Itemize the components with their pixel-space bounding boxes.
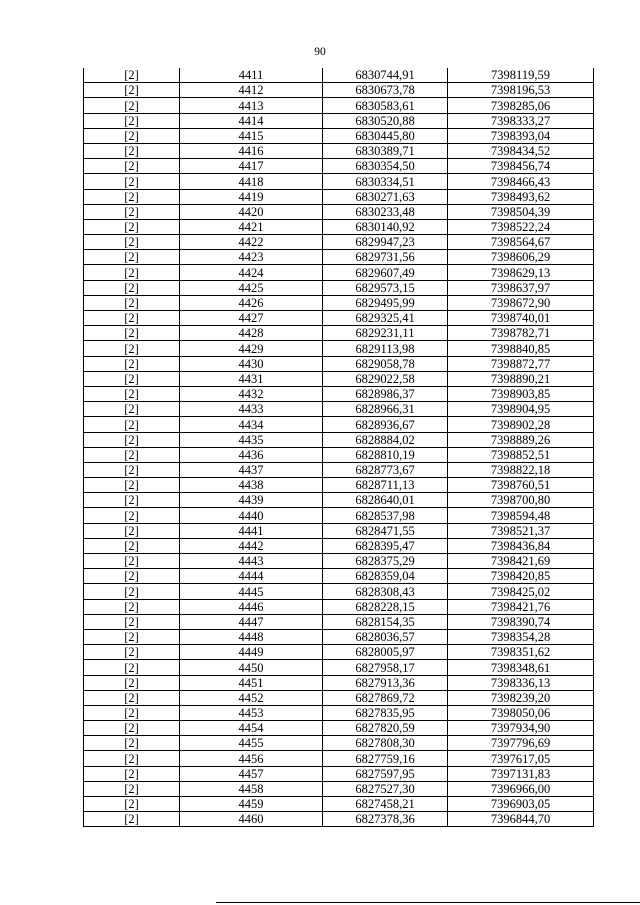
y-coordinate-cell: 7398434,52	[448, 143, 594, 158]
table-row	[84, 812, 594, 827]
x-coordinate-cell: 6827958,17	[323, 660, 448, 675]
table-row	[84, 128, 594, 143]
source-ref-cell: [2]	[84, 265, 180, 280]
source-ref-cell: [2]	[84, 462, 180, 477]
x-coordinate-cell: 6828308,43	[323, 584, 448, 599]
y-coordinate-cell: 7398594,48	[448, 508, 594, 523]
point-number-cell: 4454	[180, 721, 323, 736]
y-coordinate-cell: 7398852,51	[448, 447, 594, 462]
point-number-cell: 4441	[180, 523, 323, 538]
x-coordinate-cell: 6830520,88	[323, 113, 448, 128]
table-row	[84, 569, 594, 584]
y-coordinate-cell: 7398760,51	[448, 478, 594, 493]
y-coordinate-cell: 7398351,62	[448, 645, 594, 660]
y-coordinate-cell: 7398425,02	[448, 584, 594, 599]
point-number-cell: 4443	[180, 554, 323, 569]
source-ref-cell: [2]	[84, 538, 180, 553]
table-row	[84, 280, 594, 295]
source-ref-cell: [2]	[84, 629, 180, 644]
y-coordinate-cell: 7398336,13	[448, 675, 594, 690]
y-coordinate-cell: 7398564,67	[448, 235, 594, 250]
point-number-cell: 4452	[180, 690, 323, 705]
table-row	[84, 98, 594, 113]
x-coordinate-cell: 6830445,80	[323, 128, 448, 143]
x-coordinate-cell: 6829607,49	[323, 265, 448, 280]
y-coordinate-cell: 7398672,90	[448, 295, 594, 310]
source-ref-cell: [2]	[84, 432, 180, 447]
y-coordinate-cell: 7398493,62	[448, 189, 594, 204]
x-coordinate-cell: 6828005,97	[323, 645, 448, 660]
x-coordinate-cell: 6828773,67	[323, 462, 448, 477]
table-row	[84, 751, 594, 766]
table-row	[84, 113, 594, 128]
source-ref-cell: [2]	[84, 98, 180, 113]
source-ref-cell: [2]	[84, 645, 180, 660]
table-row	[84, 432, 594, 447]
source-ref-cell: [2]	[84, 356, 180, 371]
point-number-cell: 4448	[180, 629, 323, 644]
point-number-cell: 4435	[180, 432, 323, 447]
y-coordinate-cell: 7398456,74	[448, 159, 594, 174]
table-row	[84, 204, 594, 219]
point-number-cell: 4456	[180, 751, 323, 766]
y-coordinate-cell: 7398050,06	[448, 705, 594, 720]
source-ref-cell: [2]	[84, 797, 180, 812]
table-row	[84, 295, 594, 310]
x-coordinate-cell: 6829947,23	[323, 235, 448, 250]
table-row	[84, 493, 594, 508]
x-coordinate-cell: 6830334,51	[323, 174, 448, 189]
x-coordinate-cell: 6828154,35	[323, 614, 448, 629]
coordinates-table	[83, 68, 594, 827]
x-coordinate-cell: 6827913,36	[323, 675, 448, 690]
table-row	[84, 736, 594, 751]
source-ref-cell: [2]	[84, 766, 180, 781]
source-ref-cell: [2]	[84, 751, 180, 766]
table-row	[84, 447, 594, 462]
source-ref-cell: [2]	[84, 812, 180, 827]
y-coordinate-cell: 7397131,83	[448, 766, 594, 781]
x-coordinate-cell: 6830583,61	[323, 98, 448, 113]
source-ref-cell: [2]	[84, 128, 180, 143]
y-coordinate-cell: 7398504,39	[448, 204, 594, 219]
table-row	[84, 614, 594, 629]
x-coordinate-cell: 6827835,95	[323, 705, 448, 720]
table-row	[84, 690, 594, 705]
y-coordinate-cell: 7398700,80	[448, 493, 594, 508]
x-coordinate-cell: 6827458,21	[323, 797, 448, 812]
table-row	[84, 189, 594, 204]
y-coordinate-cell: 7398421,69	[448, 554, 594, 569]
table-row	[84, 645, 594, 660]
point-number-cell: 4427	[180, 311, 323, 326]
source-ref-cell: [2]	[84, 250, 180, 265]
source-ref-cell: [2]	[84, 569, 180, 584]
x-coordinate-cell: 6830271,63	[323, 189, 448, 204]
source-ref-cell: [2]	[84, 371, 180, 386]
source-ref-cell: [2]	[84, 311, 180, 326]
source-ref-cell: [2]	[84, 523, 180, 538]
table-row	[84, 402, 594, 417]
x-coordinate-cell: 6828359,04	[323, 569, 448, 584]
table-row	[84, 83, 594, 98]
y-coordinate-cell: 7398354,28	[448, 629, 594, 644]
source-ref-cell: [2]	[84, 280, 180, 295]
source-ref-cell: [2]	[84, 159, 180, 174]
table-row	[84, 311, 594, 326]
source-ref-cell: [2]	[84, 478, 180, 493]
x-coordinate-cell: 6829113,98	[323, 341, 448, 356]
source-ref-cell: [2]	[84, 386, 180, 401]
point-number-cell: 4447	[180, 614, 323, 629]
source-ref-cell: [2]	[84, 143, 180, 158]
table-row	[84, 417, 594, 432]
y-coordinate-cell: 7397796,69	[448, 736, 594, 751]
source-ref-cell: [2]	[84, 508, 180, 523]
source-ref-cell: [2]	[84, 447, 180, 462]
y-coordinate-cell: 7398521,37	[448, 523, 594, 538]
y-coordinate-cell: 7398903,85	[448, 386, 594, 401]
source-ref-cell: [2]	[84, 705, 180, 720]
x-coordinate-cell: 6827820,59	[323, 721, 448, 736]
x-coordinate-cell: 6828936,67	[323, 417, 448, 432]
y-coordinate-cell: 7398840,85	[448, 341, 594, 356]
y-coordinate-cell: 7398393,04	[448, 128, 594, 143]
point-number-cell: 4440	[180, 508, 323, 523]
point-number-cell: 4414	[180, 113, 323, 128]
table-row	[84, 660, 594, 675]
source-ref-cell: [2]	[84, 83, 180, 98]
table-row	[84, 629, 594, 644]
table-row	[84, 538, 594, 553]
source-ref-cell: [2]	[84, 402, 180, 417]
footer-rule	[216, 902, 640, 903]
table-row	[84, 341, 594, 356]
point-number-cell: 4446	[180, 599, 323, 614]
table-row	[84, 462, 594, 477]
x-coordinate-cell: 6827759,16	[323, 751, 448, 766]
y-coordinate-cell: 7398348,61	[448, 660, 594, 675]
point-number-cell: 4416	[180, 143, 323, 158]
table-row	[84, 235, 594, 250]
table-row	[84, 675, 594, 690]
table-row	[84, 326, 594, 341]
y-coordinate-cell: 7398119,59	[448, 68, 594, 83]
x-coordinate-cell: 6827808,30	[323, 736, 448, 751]
y-coordinate-cell: 7398629,13	[448, 265, 594, 280]
y-coordinate-cell: 7398890,21	[448, 371, 594, 386]
source-ref-cell: [2]	[84, 554, 180, 569]
x-coordinate-cell: 6827869,72	[323, 690, 448, 705]
y-coordinate-cell: 7398872,77	[448, 356, 594, 371]
point-number-cell: 4433	[180, 402, 323, 417]
y-coordinate-cell: 7398822,18	[448, 462, 594, 477]
point-number-cell: 4459	[180, 797, 323, 812]
table-row	[84, 523, 594, 538]
source-ref-cell: [2]	[84, 174, 180, 189]
point-number-cell: 4423	[180, 250, 323, 265]
x-coordinate-cell: 6830140,92	[323, 219, 448, 234]
source-ref-cell: [2]	[84, 660, 180, 675]
point-number-cell: 4431	[180, 371, 323, 386]
source-ref-cell: [2]	[84, 189, 180, 204]
x-coordinate-cell: 6828810,19	[323, 447, 448, 462]
x-coordinate-cell: 6827527,30	[323, 781, 448, 796]
table-row	[84, 265, 594, 280]
y-coordinate-cell: 7396903,05	[448, 797, 594, 812]
x-coordinate-cell: 6830354,50	[323, 159, 448, 174]
point-number-cell: 4412	[180, 83, 323, 98]
x-coordinate-cell: 6828711,13	[323, 478, 448, 493]
y-coordinate-cell: 7398740,01	[448, 311, 594, 326]
y-coordinate-cell: 7396966,00	[448, 781, 594, 796]
y-coordinate-cell: 7398333,27	[448, 113, 594, 128]
y-coordinate-cell: 7398390,74	[448, 614, 594, 629]
point-number-cell: 4425	[180, 280, 323, 295]
y-coordinate-cell: 7398420,85	[448, 569, 594, 584]
point-number-cell: 4418	[180, 174, 323, 189]
x-coordinate-cell: 6830233,48	[323, 204, 448, 219]
source-ref-cell: [2]	[84, 584, 180, 599]
y-coordinate-cell: 7398606,29	[448, 250, 594, 265]
y-coordinate-cell: 7397617,05	[448, 751, 594, 766]
point-number-cell: 4419	[180, 189, 323, 204]
point-number-cell: 4415	[180, 128, 323, 143]
y-coordinate-cell: 7398904,95	[448, 402, 594, 417]
table-row	[84, 174, 594, 189]
source-ref-cell: [2]	[84, 204, 180, 219]
point-number-cell: 4449	[180, 645, 323, 660]
source-ref-cell: [2]	[84, 721, 180, 736]
table-row	[84, 766, 594, 781]
x-coordinate-cell: 6829058,78	[323, 356, 448, 371]
source-ref-cell: [2]	[84, 781, 180, 796]
table-row	[84, 584, 594, 599]
source-ref-cell: [2]	[84, 295, 180, 310]
x-coordinate-cell: 6829573,15	[323, 280, 448, 295]
point-number-cell: 4450	[180, 660, 323, 675]
point-number-cell: 4442	[180, 538, 323, 553]
table-row	[84, 68, 594, 83]
x-coordinate-cell: 6828986,37	[323, 386, 448, 401]
x-coordinate-cell: 6829325,41	[323, 311, 448, 326]
x-coordinate-cell: 6827378,36	[323, 812, 448, 827]
source-ref-cell: [2]	[84, 493, 180, 508]
source-ref-cell: [2]	[84, 675, 180, 690]
table-row	[84, 797, 594, 812]
y-coordinate-cell: 7398637,97	[448, 280, 594, 295]
point-number-cell: 4413	[180, 98, 323, 113]
table-row	[84, 143, 594, 158]
table-row	[84, 705, 594, 720]
y-coordinate-cell: 7398436,84	[448, 538, 594, 553]
point-number-cell: 4434	[180, 417, 323, 432]
x-coordinate-cell: 6828640,01	[323, 493, 448, 508]
source-ref-cell: [2]	[84, 326, 180, 341]
table-row	[84, 508, 594, 523]
point-number-cell: 4458	[180, 781, 323, 796]
point-number-cell: 4457	[180, 766, 323, 781]
point-number-cell: 4455	[180, 736, 323, 751]
x-coordinate-cell: 6828966,31	[323, 402, 448, 417]
y-coordinate-cell: 7398522,24	[448, 219, 594, 234]
table-body	[84, 68, 594, 827]
x-coordinate-cell: 6828471,55	[323, 523, 448, 538]
table-row	[84, 159, 594, 174]
y-coordinate-cell: 7398421,76	[448, 599, 594, 614]
source-ref-cell: [2]	[84, 68, 180, 83]
page-number: 90	[314, 46, 326, 58]
y-coordinate-cell: 7398466,43	[448, 174, 594, 189]
point-number-cell: 4444	[180, 569, 323, 584]
point-number-cell: 4429	[180, 341, 323, 356]
point-number-cell: 4460	[180, 812, 323, 827]
x-coordinate-cell: 6828395,47	[323, 538, 448, 553]
y-coordinate-cell: 7398889,26	[448, 432, 594, 447]
table-row	[84, 554, 594, 569]
table-row	[84, 356, 594, 371]
table-row	[84, 721, 594, 736]
table-row	[84, 781, 594, 796]
source-ref-cell: [2]	[84, 235, 180, 250]
point-number-cell: 4426	[180, 295, 323, 310]
y-coordinate-cell: 7398196,53	[448, 83, 594, 98]
source-ref-cell: [2]	[84, 599, 180, 614]
point-number-cell: 4424	[180, 265, 323, 280]
source-ref-cell: [2]	[84, 219, 180, 234]
table-row	[84, 599, 594, 614]
x-coordinate-cell: 6828884,02	[323, 432, 448, 447]
point-number-cell: 4451	[180, 675, 323, 690]
x-coordinate-cell: 6828375,29	[323, 554, 448, 569]
table-row	[84, 371, 594, 386]
x-coordinate-cell: 6829731,56	[323, 250, 448, 265]
point-number-cell: 4439	[180, 493, 323, 508]
point-number-cell: 4417	[180, 159, 323, 174]
y-coordinate-cell: 7398285,06	[448, 98, 594, 113]
point-number-cell: 4432	[180, 386, 323, 401]
point-number-cell: 4438	[180, 478, 323, 493]
y-coordinate-cell: 7396844,70	[448, 812, 594, 827]
y-coordinate-cell: 7398782,71	[448, 326, 594, 341]
point-number-cell: 4445	[180, 584, 323, 599]
source-ref-cell: [2]	[84, 614, 180, 629]
source-ref-cell: [2]	[84, 341, 180, 356]
point-number-cell: 4436	[180, 447, 323, 462]
x-coordinate-cell: 6828537,98	[323, 508, 448, 523]
table-row	[84, 219, 594, 234]
point-number-cell: 4437	[180, 462, 323, 477]
y-coordinate-cell: 7397934,90	[448, 721, 594, 736]
y-coordinate-cell: 7398902,28	[448, 417, 594, 432]
x-coordinate-cell: 6830673,78	[323, 83, 448, 98]
x-coordinate-cell: 6830744,91	[323, 68, 448, 83]
y-coordinate-cell: 7398239,20	[448, 690, 594, 705]
source-ref-cell: [2]	[84, 690, 180, 705]
x-coordinate-cell: 6829022,58	[323, 371, 448, 386]
point-number-cell: 4453	[180, 705, 323, 720]
x-coordinate-cell: 6829495,99	[323, 295, 448, 310]
x-coordinate-cell: 6828228,15	[323, 599, 448, 614]
x-coordinate-cell: 6830389,71	[323, 143, 448, 158]
source-ref-cell: [2]	[84, 113, 180, 128]
point-number-cell: 4421	[180, 219, 323, 234]
x-coordinate-cell: 6829231,11	[323, 326, 448, 341]
table-row	[84, 250, 594, 265]
x-coordinate-cell: 6827597,95	[323, 766, 448, 781]
point-number-cell: 4430	[180, 356, 323, 371]
point-number-cell: 4428	[180, 326, 323, 341]
point-number-cell: 4411	[180, 68, 323, 83]
point-number-cell: 4420	[180, 204, 323, 219]
table-row	[84, 478, 594, 493]
point-number-cell: 4422	[180, 235, 323, 250]
x-coordinate-cell: 6828036,57	[323, 629, 448, 644]
source-ref-cell: [2]	[84, 417, 180, 432]
table-row	[84, 386, 594, 401]
source-ref-cell: [2]	[84, 736, 180, 751]
